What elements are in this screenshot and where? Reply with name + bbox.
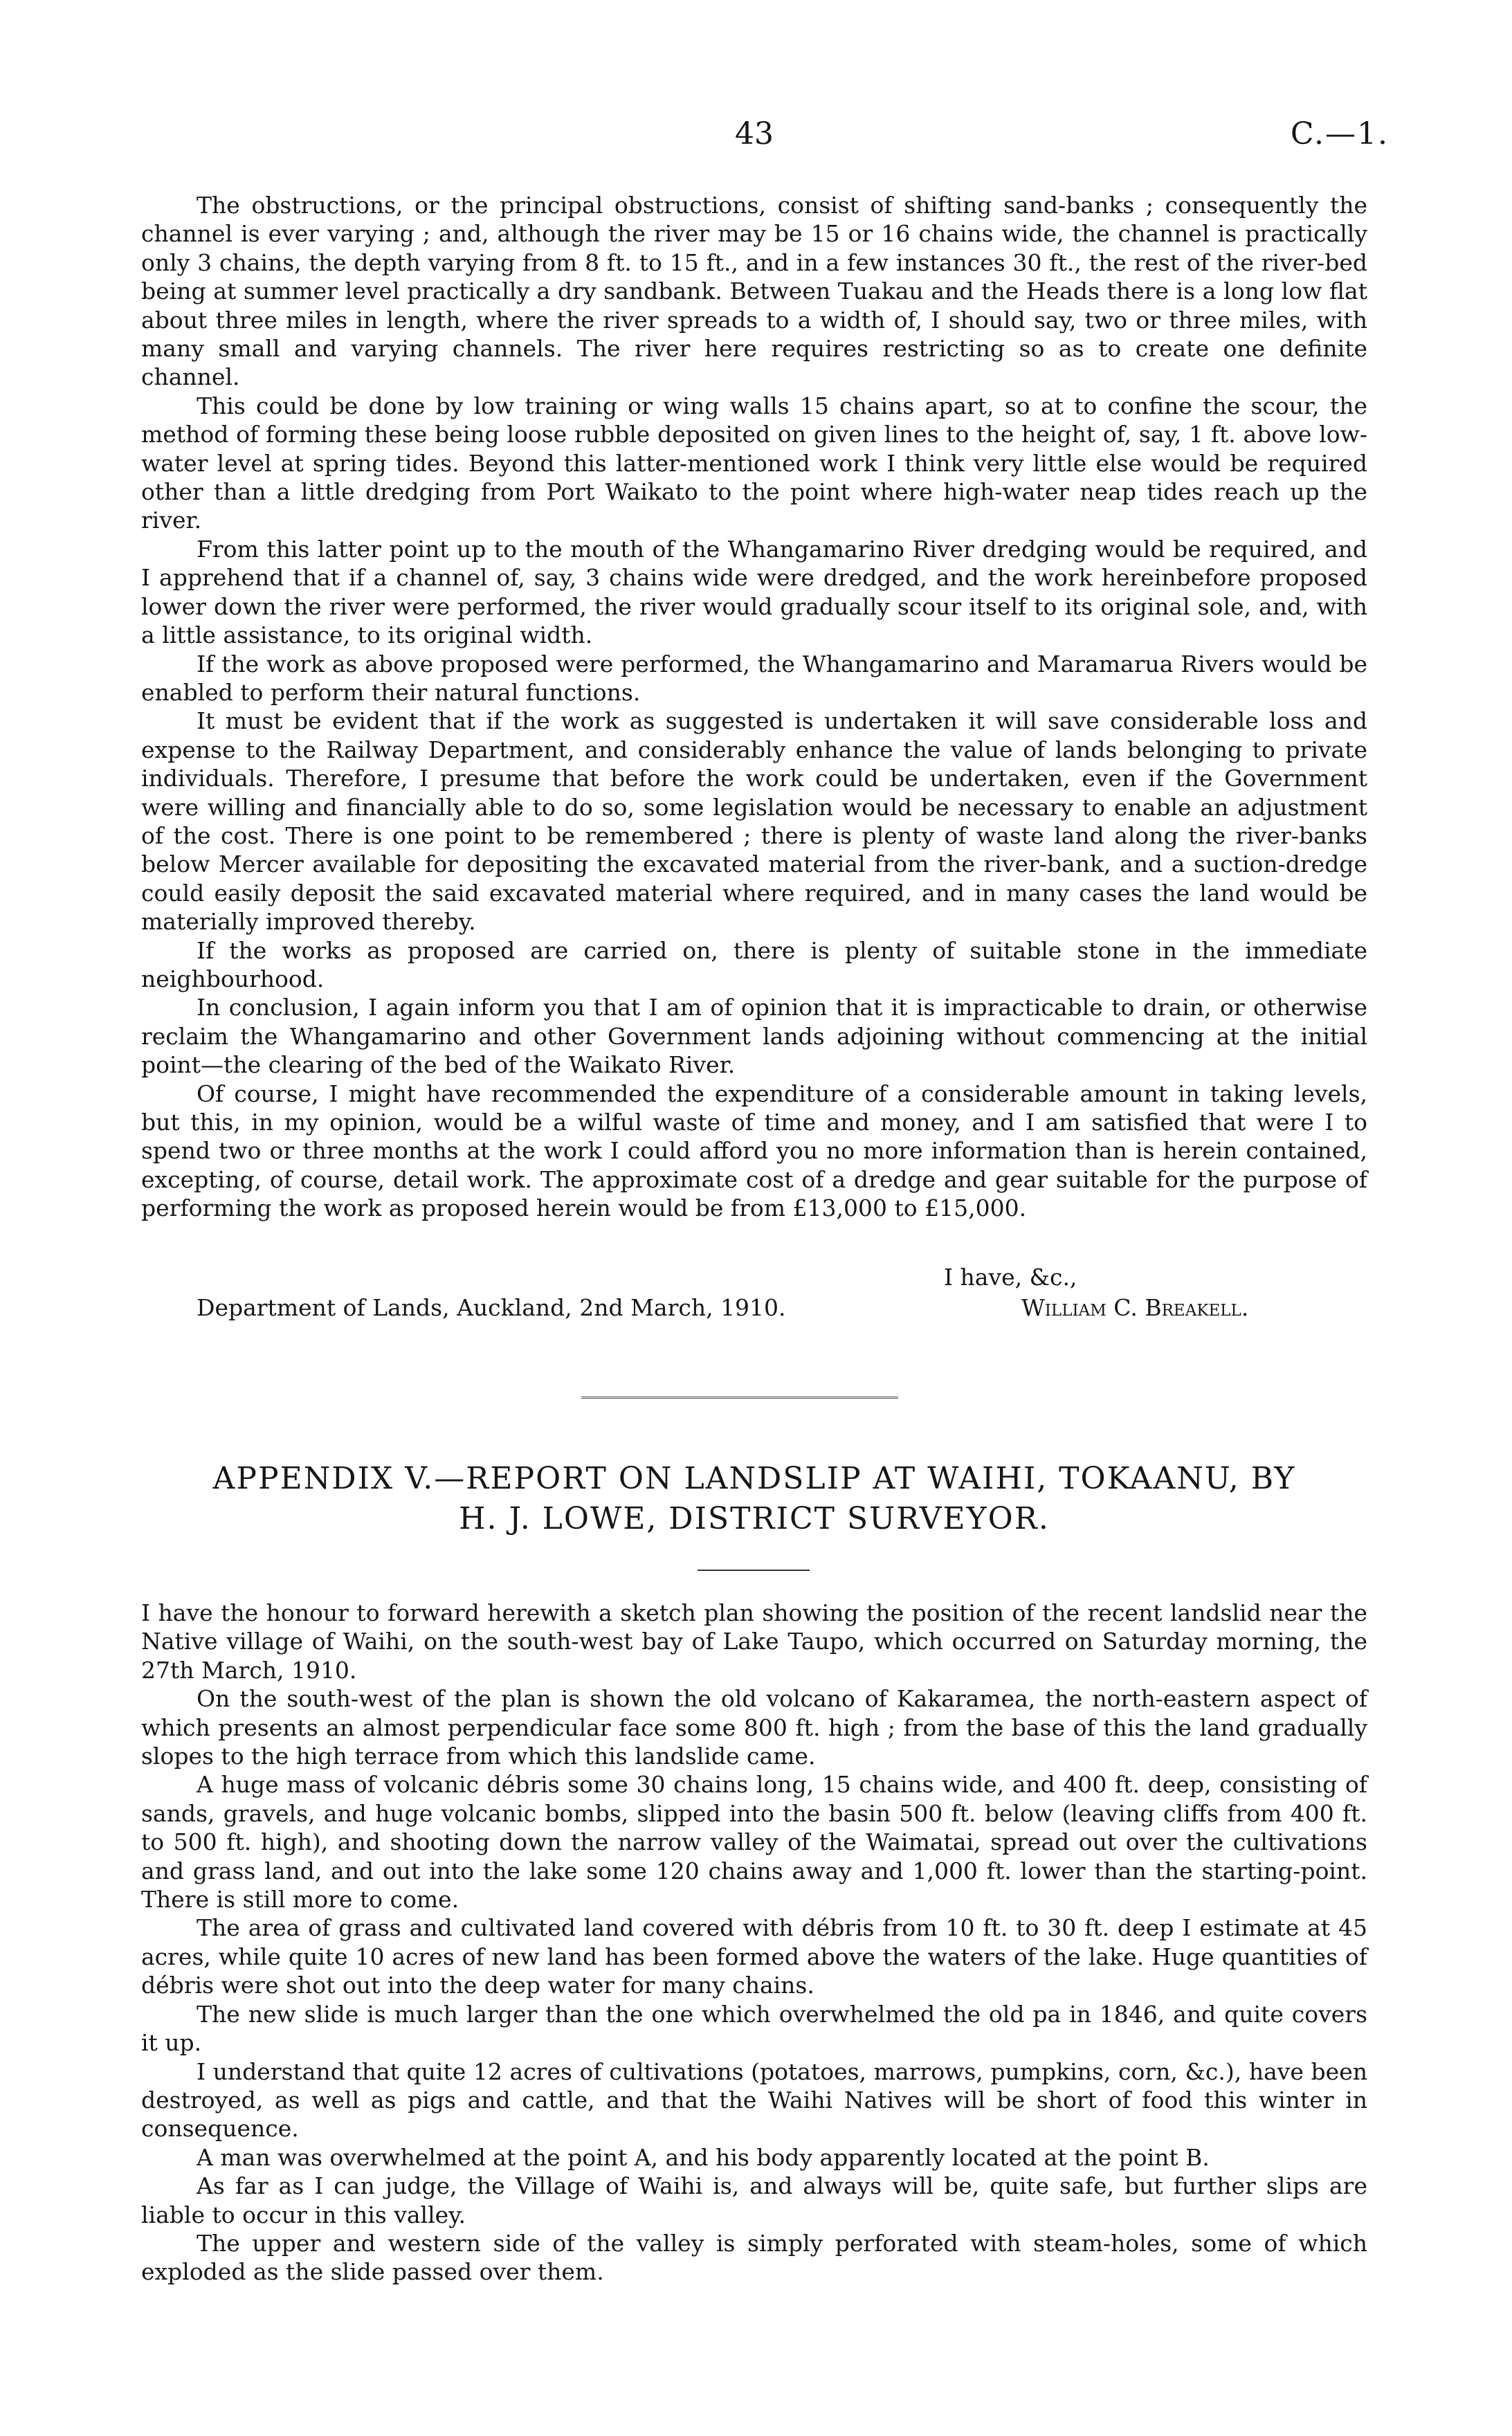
appendix-title-line-2: H. J. LOWE, DISTRICT SURVEYOR. bbox=[459, 1501, 1050, 1536]
paragraph: On the south-west of the plan is shown the old volcano of Kakaramea, the north-eastern aspect of which presents an almost perpendicular face some 800 ft. high ; from the base of this the land gradually slopes to the high terrace from which this landslide came. bbox=[141, 1685, 1367, 1770]
paragraph: As far as I can judge, the Village of Waihi is, and always will be, quite safe, but further slips are liable to occur in this valley. bbox=[141, 2172, 1367, 2228]
appendix-title bbox=[141, 1459, 1367, 1539]
appendix-title-line-1: APPENDIX V.—REPORT ON LANDSLIP AT WAIHI, TOKAANU, BY bbox=[212, 1461, 1296, 1496]
paragraph: A huge mass of volcanic débris some 30 chains long, 15 chains wide, and 400 ft. deep, consisting of sands, gravels, and huge volcanic bombs, slipped into the basin 500 ft. below (leaving cliffs from 400 ft. to 500 ft. high), and shooting down the narrow valley of the Waimatai, spread out over the cultivations and grass land, and out into the lake some 120 chains away and 1,000 ft. lower than the starting-point. There is still more to come. bbox=[141, 1771, 1367, 1914]
paragraph: The obstructions, or the principal obstructions, consist of shifting sand-banks ; consequently the channel is ever varying ; and, although the river may be 15 or 16 chains wide, the channel is practically only 3 chains, the depth varying from 8 ft. to 15 ft., and in a few instances 30 ft., the rest of the river-bed being at summer level practically a dry sandbank. Between Tuakau and the Heads there is a long low flat about three miles in length, where the river spreads to a width of, I should say, two or three miles, with many small and varying channels. The river here requires restricting so as to create one definite channel. bbox=[141, 192, 1367, 391]
section-divider bbox=[581, 1397, 898, 1399]
document-code: C.—1. bbox=[1290, 116, 1389, 152]
report-body bbox=[141, 191, 1367, 1223]
letter-signoff bbox=[141, 1264, 1367, 1333]
paragraph: From this latter point up to the mouth of the Whangamarino River dredging would be required, and I apprehend that if a channel of, say, 3 chains wide were dredged, and the work hereinbefore proposed lower down the river were performed, the river would gradually scour itself to its original sole, and, with a little assistance, to its original width. bbox=[141, 535, 1367, 649]
paragraph: I understand that quite 12 acres of cultivations (potatoes, marrows, pumpkins, corn, &c.), have been destroyed, as well as pigs and cattle, and that the Waihi Natives will be short of food this winter in consequence. bbox=[141, 2057, 1367, 2143]
paragraph: The new slide is much larger than the one which overwhelmed the old pa in 1846, and quite covers it up. bbox=[141, 2000, 1367, 2057]
paragraph: The area of grass and cultivated land covered with débris from 10 ft. to 30 ft. deep I estimate at 45 acres, while quite 10 acres of new land has been formed above the waters of the lake. Huge quantities of débris were shot out into the deep water for many chains. bbox=[141, 1914, 1367, 1999]
paragraph: It must be evident that if the work as suggested is undertaken it will save considerable loss and expense to the Railway Department, and considerably enhance the value of lands belonging to private individuals. Therefore, I presume that before the work could be undertaken, even if the Government were willing and financially able to do so, some legislation would be necessary to enable an adjustment of the cost. There is one point to be remembered ; there is plenty of waste land along the river-banks below Mercer available for depositing the excavated material from the river-bank, and a suction-dredge could easily deposit the said excavated material where required, and in many cases the land would be materially improved thereby. bbox=[141, 707, 1367, 936]
page-header bbox=[0, 116, 1512, 165]
paragraph: I have the honour to forward herewith a sketch plan showing the position of the recent landslid near the Native village of Waihi, on the south-west bay of Lake Taupo, which occurred on Saturday morning, the 27th March, 1910. bbox=[141, 1599, 1367, 1684]
paragraph: Of course, I might have recommended the expenditure of a considerable amount in taking levels, but this, in my opinion, would be a wilful waste of time and money, and I am satisfied that were I to spend two or three months at the work I could afford you no more information than is herein contained, excepting, of course, detail work. The approximate cost of a dredge and gear suitable for the purpose of performing the work as proposed herein would be from £13,000 to £15,000. bbox=[141, 1080, 1367, 1222]
title-rule bbox=[698, 1570, 810, 1571]
signature: William C. Breakell. bbox=[1021, 1294, 1249, 1321]
department-line: Department of Lands, Auckland, 2nd March, 1910. bbox=[197, 1294, 786, 1321]
paragraph: In conclusion, I again inform you that I am of opinion that it is impracticable to drain, or otherwise reclaim the Whangamarino and other Government lands adjoining without commencing at the initial point—the clearing of the bed of the Waikato River. bbox=[141, 994, 1367, 1079]
paragraph: If the works as proposed are carried on, there is plenty of suitable stone in the immediate neighbourhood. bbox=[141, 936, 1367, 992]
paragraph: This could be done by low training or wing walls 15 chains apart, so at to confine the scour, the method of forming these being loose rubble deposited on given lines to the height of, say, 1 ft. above low-water level at spring tides. Beyond this latter-mentioned work I think very little else would be required other than a little dredging from Port Waikato to the point where high-water neap tides reach up the river. bbox=[141, 392, 1367, 534]
closing-line: I have, &c., bbox=[944, 1264, 1077, 1291]
paragraph: The upper and western side of the valley is simply perforated with steam-holes, some of which exploded as the slide passed over them. bbox=[141, 2229, 1367, 2286]
paragraph: If the work as above proposed were performed, the Whangamarino and Maramarua Rivers would be enabled to perform their natural functions. bbox=[141, 650, 1367, 706]
page-number: 43 bbox=[735, 116, 774, 152]
paragraph: A man was overwhelmed at the point A, and his body apparently located at the point B. bbox=[197, 2143, 1210, 2171]
appendix-body bbox=[141, 1599, 1367, 2287]
